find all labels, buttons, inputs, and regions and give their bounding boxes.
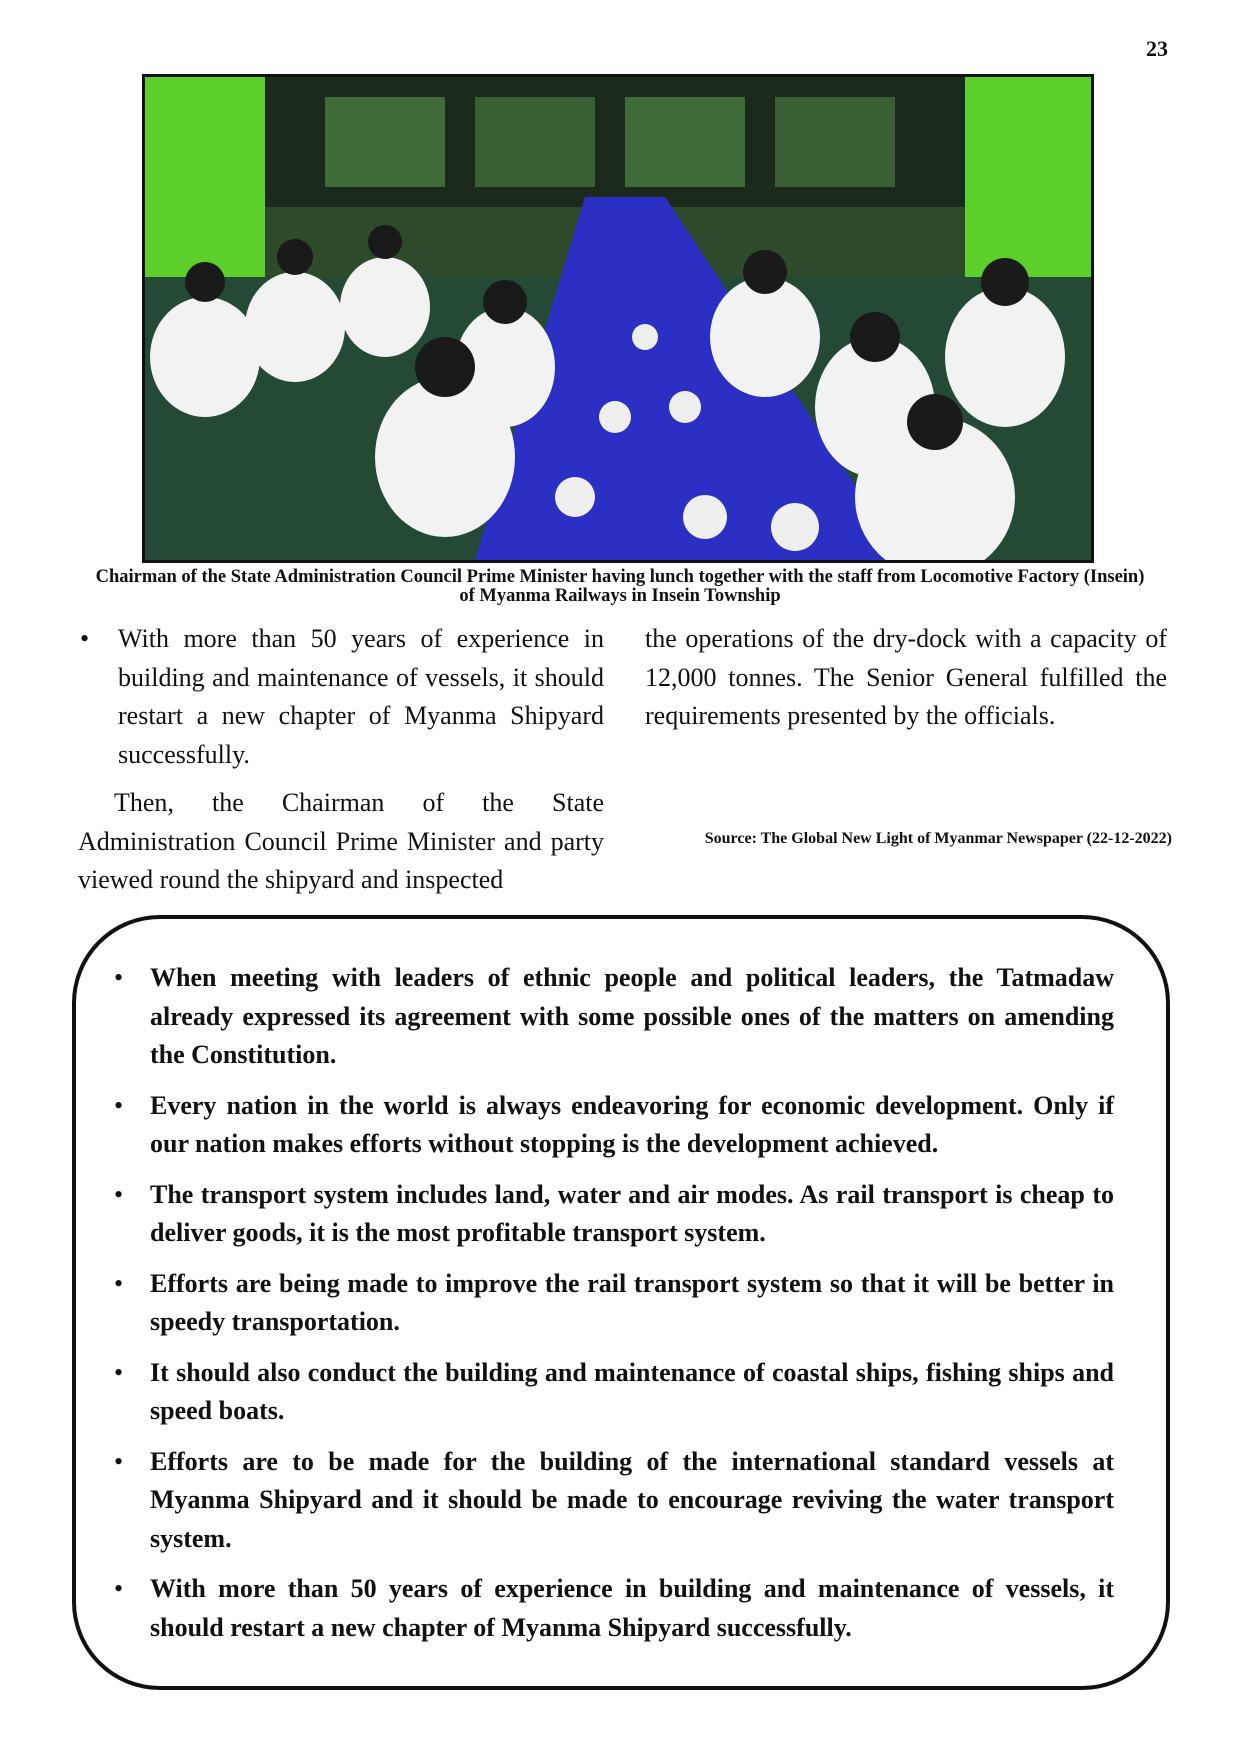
photo-caption: Chairman of the State Administration Council Prime Minister having lunch together with the staff from Locomotive Factory (Insein) of Myanma Railways in Insein Township	[95, 567, 1145, 606]
summary-list	[106, 959, 1114, 1659]
bullet-icon: •	[114, 1446, 124, 1476]
summary-item-text: Every nation in the world is always endeavoring for economic development. Only if our nation makes efforts without stopping is the development achieved.	[150, 1090, 1114, 1158]
summary-item-text: Efforts are to be made for the building of the international standard vessels at Myanma Shipyard and it should be made to encourage reviving the water transport system.	[150, 1446, 1114, 1553]
summary-item-text: Efforts are being made to improve the rail transport system so that it will be better in speedy transportation.	[150, 1268, 1114, 1336]
summary-item	[106, 1354, 1114, 1431]
summary-item-text: With more than 50 years of experience in building and maintenance of vessels, it should restart a new chapter of Myanma Shipyard successfully.	[150, 1574, 1114, 1642]
summary-item-text: When meeting with leaders of ethnic people and political leaders, the Tatmadaw already expressed its agreement with some possible ones of the matters on amending the Constitution.	[150, 963, 1114, 1069]
article-bullet-text: With more than 50 years of experience in building and maintenance of vessels, it should restart a new chapter of Myanma Shipyard successfully.	[118, 624, 604, 769]
article-left-column	[78, 620, 604, 900]
summary-item	[106, 959, 1114, 1075]
page-number: 23	[1146, 36, 1168, 61]
summary-item	[106, 1570, 1114, 1647]
bullet-icon: •	[114, 1090, 124, 1120]
article-continuation: the operations of the dry-dock with a capacity of 12,000 tonnes. The Senior General fulfilled the requirements presented by the officials.	[645, 624, 1167, 730]
summary-item	[106, 1087, 1114, 1164]
bullet-icon: •	[114, 963, 124, 992]
bullet-icon: •	[114, 1179, 124, 1209]
summary-item-text: It should also conduct the building and maintenance of coastal ships, fishing ships and speed boats.	[150, 1357, 1114, 1425]
summary-item	[106, 1176, 1114, 1253]
summary-box	[72, 915, 1170, 1690]
source-citation: Source: The Global New Light of Myanmar Newspaper (22-12-2022)	[704, 830, 1172, 847]
lunch-photo	[142, 74, 1094, 563]
summary-item-text: The transport system includes land, water and air modes. As rail transport is cheap to deliver goods, it is the most profitable transport system.	[150, 1179, 1114, 1247]
summary-item	[106, 1265, 1114, 1342]
article-paragraph: Then, the Chairman of the State Administration Council Prime Minister and party viewed round the shipyard and inspected	[78, 788, 604, 894]
photo-lunch-meeting-icon	[145, 77, 1091, 560]
bullet-icon: •	[114, 1268, 124, 1298]
bullet-icon: •	[80, 624, 90, 653]
article-bullet	[78, 620, 604, 774]
bullet-icon: •	[114, 1357, 124, 1387]
article-right-column	[645, 620, 1167, 736]
summary-item	[106, 1443, 1114, 1559]
bullet-icon: •	[114, 1574, 124, 1603]
